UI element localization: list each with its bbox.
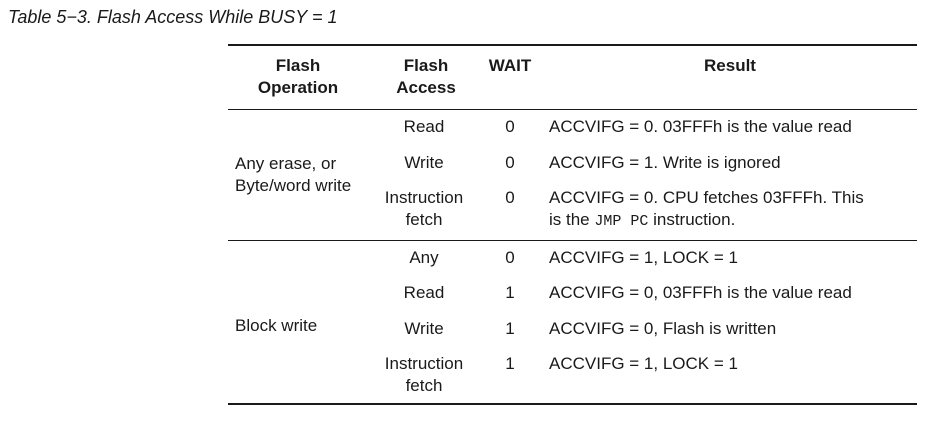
header-access-line2: Access — [396, 78, 456, 97]
group-divider-rule — [228, 240, 917, 241]
table-caption: Table 5−3. Flash Access While BUSY = 1 — [8, 7, 338, 27]
wait-cell: 1 — [505, 354, 515, 373]
header-bottom-rule — [228, 109, 917, 110]
access-cell: Read — [403, 283, 445, 302]
access-cell-instruction-fetch — [376, 353, 472, 397]
wait-cell: 0 — [505, 117, 515, 136]
header-result: Result — [704, 56, 756, 75]
access-cell: Write — [404, 319, 444, 338]
header-access-line1: Flash — [403, 56, 449, 75]
access-line1: Instruction — [384, 188, 464, 207]
wait-cell: 1 — [505, 283, 515, 302]
result-line2 — [549, 209, 864, 233]
access-line2: fetch — [405, 210, 443, 229]
result-cell-cpu-fetches — [549, 187, 864, 233]
header-flash-operation — [238, 55, 358, 99]
access-line1: Instruction — [384, 354, 464, 373]
operation-block-write: Block write — [235, 316, 318, 335]
result-cell: ACCVIFG = 0, Flash is written — [549, 319, 777, 338]
access-line2: fetch — [405, 376, 443, 395]
header-operation-line2: Operation — [257, 78, 339, 97]
access-cell: Any — [409, 248, 439, 267]
result-line2-post: instruction. — [648, 210, 736, 229]
result-cell: ACCVIFG = 0, 03FFFh is the value read — [549, 283, 852, 302]
wait-cell: 1 — [505, 319, 515, 338]
code-jmp-pc: JMP PC — [594, 213, 649, 230]
result-line1: ACCVIFG = 0. CPU fetches 03FFFh. This — [549, 188, 864, 207]
operation-line2: Byte/word write — [235, 176, 352, 195]
result-cell: ACCVIFG = 1. Write is ignored — [549, 153, 781, 172]
access-cell: Read — [403, 117, 445, 136]
result-cell: ACCVIFG = 1, LOCK = 1 — [549, 354, 738, 373]
header-flash-access — [376, 55, 476, 99]
wait-cell: 0 — [505, 248, 515, 267]
wait-cell: 0 — [505, 153, 515, 172]
header-wait: WAIT — [488, 56, 532, 75]
operation-line1: Any erase, or — [235, 154, 337, 173]
operation-any-erase-byte-word-write — [235, 153, 351, 197]
header-operation-line1: Flash — [275, 56, 321, 75]
table-top-rule — [228, 44, 917, 46]
result-line2-pre: is the — [549, 210, 595, 229]
result-cell: ACCVIFG = 0. 03FFFh is the value read — [549, 117, 852, 136]
result-cell: ACCVIFG = 1, LOCK = 1 — [549, 248, 738, 267]
access-cell: Write — [404, 153, 444, 172]
access-cell-instruction-fetch — [376, 187, 472, 231]
table-bottom-rule — [228, 403, 917, 405]
wait-cell: 0 — [505, 188, 515, 207]
